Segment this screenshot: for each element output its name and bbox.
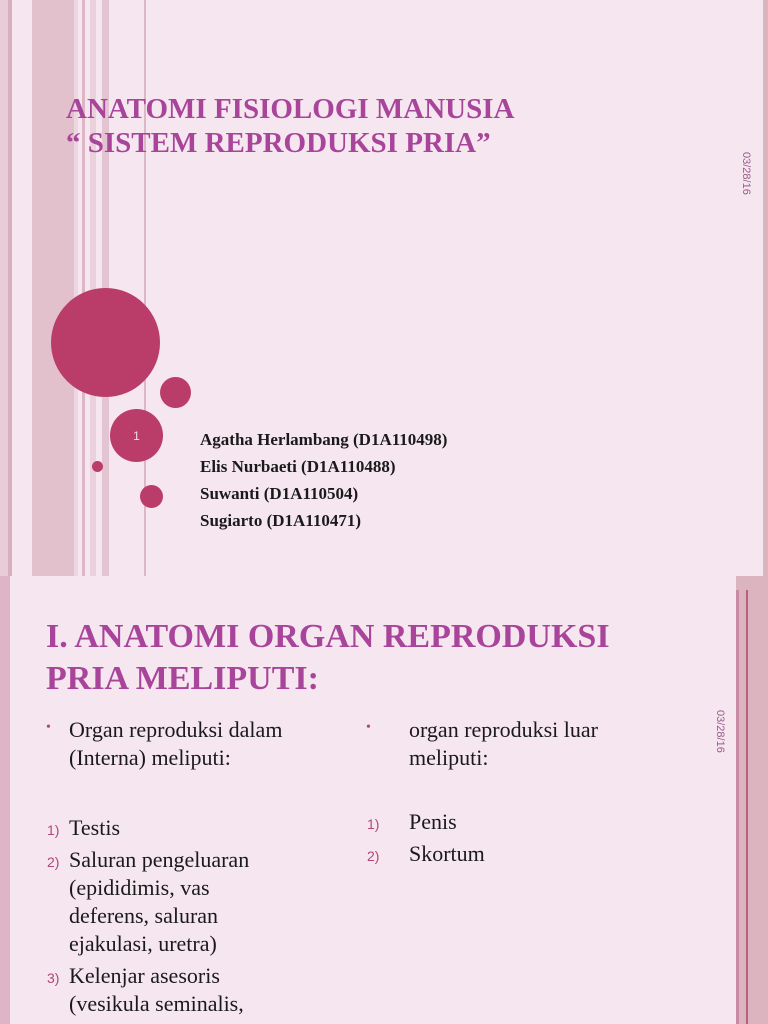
author-list — [200, 426, 447, 534]
divider — [746, 590, 748, 1024]
slide-title — [46, 616, 610, 700]
text-line: Testis — [69, 815, 121, 840]
list-item — [367, 808, 485, 836]
text-line: Skortum — [409, 841, 485, 866]
list-item — [367, 840, 485, 868]
decorative-circle — [140, 485, 163, 508]
left-list — [45, 814, 250, 1022]
decorative-circle-large — [51, 288, 160, 397]
left-heading — [69, 716, 282, 772]
item-number: 3) — [47, 970, 60, 986]
text-line: (Interna) meliputi: — [69, 745, 231, 770]
item-number: 1) — [47, 822, 60, 838]
decorative-circle — [92, 461, 103, 472]
author: Suwanti (D1A110504) — [200, 484, 359, 503]
text-line: Kelenjar asesoris — [69, 963, 220, 988]
text-line: (vesikula seminalis, — [69, 991, 244, 1016]
item-number: 1) — [367, 816, 380, 832]
text-line: meliputi: — [409, 745, 489, 770]
item-number: 2) — [367, 848, 380, 864]
title-line: ANATOMI FISIOLOGI MANUSIA — [66, 93, 515, 125]
author: Sugiarto (D1A110471) — [200, 511, 362, 530]
slide-number-badge: 1 — [110, 409, 163, 462]
text-line: Penis — [409, 809, 457, 834]
text-line: Organ reproduksi dalam — [69, 717, 283, 742]
slide-date: 03/28/16 — [714, 710, 726, 753]
list-item — [47, 962, 249, 1018]
right-list — [367, 808, 485, 872]
slide-date: 03/28/16 — [740, 152, 752, 195]
title-line: “ SISTEM REPRODUKSI PRIA” — [66, 127, 491, 159]
decorative-circle — [160, 377, 191, 408]
text-line: organ reproduksi luar — [409, 717, 598, 742]
right-heading — [409, 716, 598, 772]
slide-title — [66, 92, 514, 160]
list-item — [47, 846, 250, 958]
divider — [736, 590, 739, 1024]
title-line: I. ANATOMI ORGAN REPRODUKSI — [46, 618, 610, 655]
text-line: ejakulasi, uretra) — [69, 931, 217, 956]
author: Elis Nurbaeti (D1A110488) — [200, 457, 396, 476]
bullet: • — [366, 720, 371, 735]
item-number: 2) — [47, 854, 60, 870]
content-slide — [0, 576, 736, 1024]
author: Agatha Herlambang (D1A110498) — [200, 430, 448, 449]
title-line: PRIA MELIPUTI: — [46, 660, 319, 697]
bullet: • — [46, 720, 51, 735]
text-line: (epididimis, vas — [69, 875, 210, 900]
list-item — [47, 814, 249, 842]
text-line: deferens, saluran — [69, 903, 219, 928]
text-line: Saluran pengeluaran — [69, 847, 250, 872]
